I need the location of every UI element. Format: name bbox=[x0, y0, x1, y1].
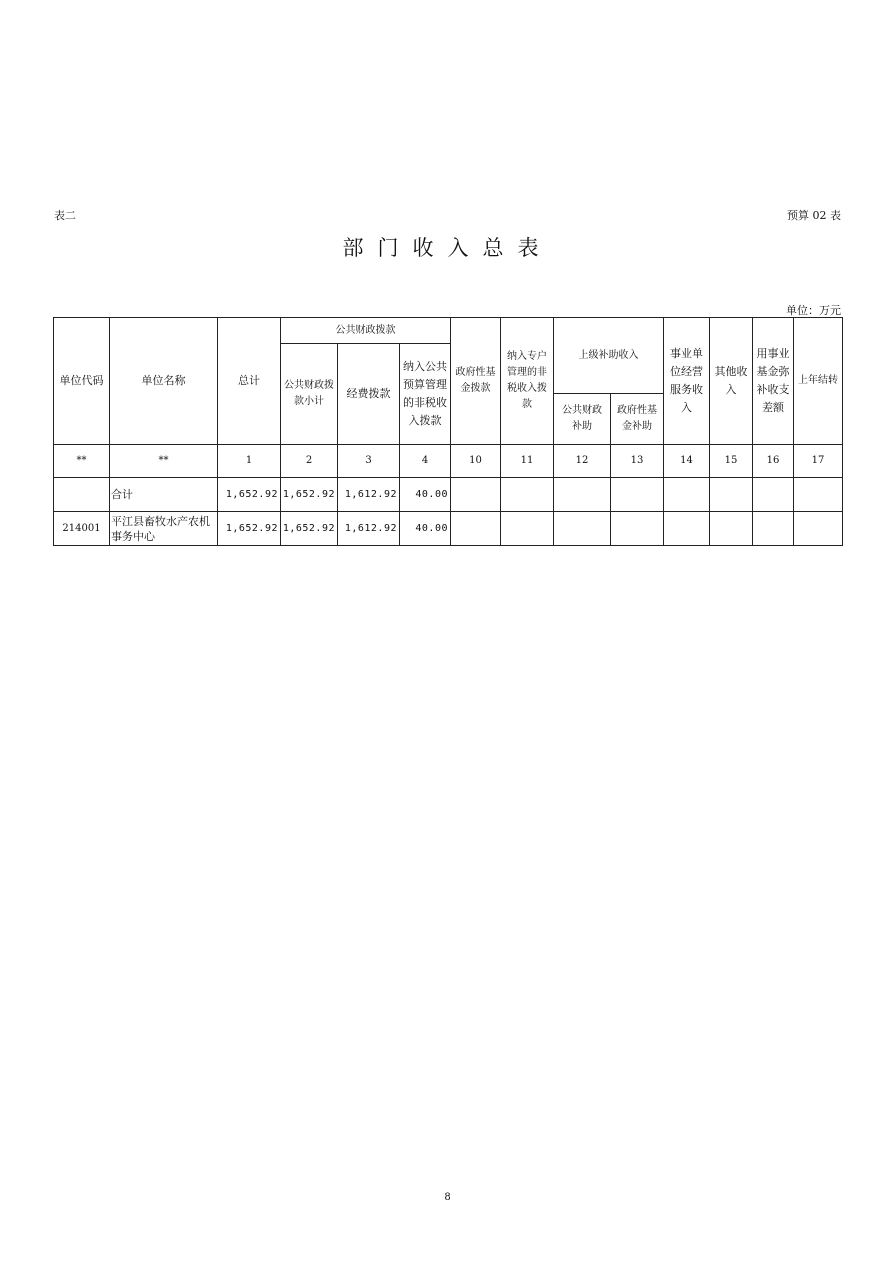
index-cell: 17 bbox=[794, 445, 843, 478]
cell-empty bbox=[501, 478, 554, 512]
cell-nontax: 40.00 bbox=[400, 512, 451, 546]
header-special-nontax: 纳入专户管理的非税收入拨款 bbox=[501, 318, 554, 445]
index-cell: 2 bbox=[281, 445, 338, 478]
cell-subtotal: 1,652.92 bbox=[281, 512, 338, 546]
cell-code bbox=[54, 478, 110, 512]
cell-subtotal: 1,652.92 bbox=[281, 478, 338, 512]
cell-empty bbox=[554, 512, 611, 546]
header-nontax: 纳入公共预算管理的非税收入拨款 bbox=[400, 344, 451, 445]
cell-empty bbox=[664, 478, 710, 512]
index-cell: 1 bbox=[218, 445, 281, 478]
index-row bbox=[54, 445, 843, 478]
page-number: 8 bbox=[444, 1192, 451, 1203]
header-other: 其他收入 bbox=[710, 318, 753, 445]
index-cell: 16 bbox=[753, 445, 794, 478]
cell-empty bbox=[501, 512, 554, 546]
header-gov-fund: 政府性基金拨款 bbox=[451, 318, 501, 445]
index-cell: 4 bbox=[400, 445, 451, 478]
cell-funding: 1,612.92 bbox=[338, 478, 400, 512]
index-cell: ** bbox=[110, 445, 218, 478]
index-cell: 10 bbox=[451, 445, 501, 478]
header-sup-gov: 政府性基金补助 bbox=[611, 394, 664, 445]
header-sup-public: 公共财政补助 bbox=[554, 394, 611, 445]
cell-code: 214001 bbox=[54, 512, 110, 546]
cell-funding: 1,612.92 bbox=[338, 512, 400, 546]
page-title: 部门收入总表 bbox=[342, 236, 553, 260]
table-row bbox=[54, 512, 843, 546]
header-public-subtotal: 公共财政拨款小计 bbox=[281, 344, 338, 445]
header-unit-name: 单位名称 bbox=[110, 318, 218, 445]
index-cell: 15 bbox=[710, 445, 753, 478]
header-public-group: 公共财政拨款 bbox=[281, 318, 451, 344]
header-funding: 经费拨款 bbox=[338, 344, 400, 445]
header-service: 事业单位经营服务收入 bbox=[664, 318, 710, 445]
cell-empty bbox=[611, 478, 664, 512]
income-table bbox=[53, 317, 843, 546]
cell-empty bbox=[554, 478, 611, 512]
header-fund-gap: 用事业基金弥补收支差额 bbox=[753, 318, 794, 445]
cell-name: 平江县畜牧水产农机事务中心 bbox=[110, 512, 218, 546]
cell-empty bbox=[753, 512, 794, 546]
table-row bbox=[54, 478, 843, 512]
cell-total: 1,652.92 bbox=[218, 512, 281, 546]
cell-empty bbox=[664, 512, 710, 546]
index-cell: 14 bbox=[664, 445, 710, 478]
cell-empty bbox=[794, 478, 843, 512]
cell-empty bbox=[451, 512, 501, 546]
cell-empty bbox=[710, 512, 753, 546]
index-cell: ** bbox=[54, 445, 110, 478]
table-number: 表二 bbox=[54, 209, 76, 222]
index-cell: 13 bbox=[611, 445, 664, 478]
budget-number: 预算 02 表 bbox=[787, 209, 841, 222]
cell-name: 合计 bbox=[110, 478, 218, 512]
cell-total: 1,652.92 bbox=[218, 478, 281, 512]
unit-label: 单位：万元 bbox=[786, 304, 841, 317]
cell-empty bbox=[710, 478, 753, 512]
header-unit-code: 单位代码 bbox=[54, 318, 110, 445]
header-total: 总计 bbox=[218, 318, 281, 445]
index-cell: 11 bbox=[501, 445, 554, 478]
header-carryover: 上年结转 bbox=[794, 318, 843, 445]
cell-empty bbox=[753, 478, 794, 512]
index-cell: 12 bbox=[554, 445, 611, 478]
cell-empty bbox=[451, 478, 501, 512]
cell-empty bbox=[611, 512, 664, 546]
cell-nontax: 40.00 bbox=[400, 478, 451, 512]
header-superior-group: 上级补助收入 bbox=[554, 318, 664, 394]
cell-empty bbox=[794, 512, 843, 546]
index-cell: 3 bbox=[338, 445, 400, 478]
